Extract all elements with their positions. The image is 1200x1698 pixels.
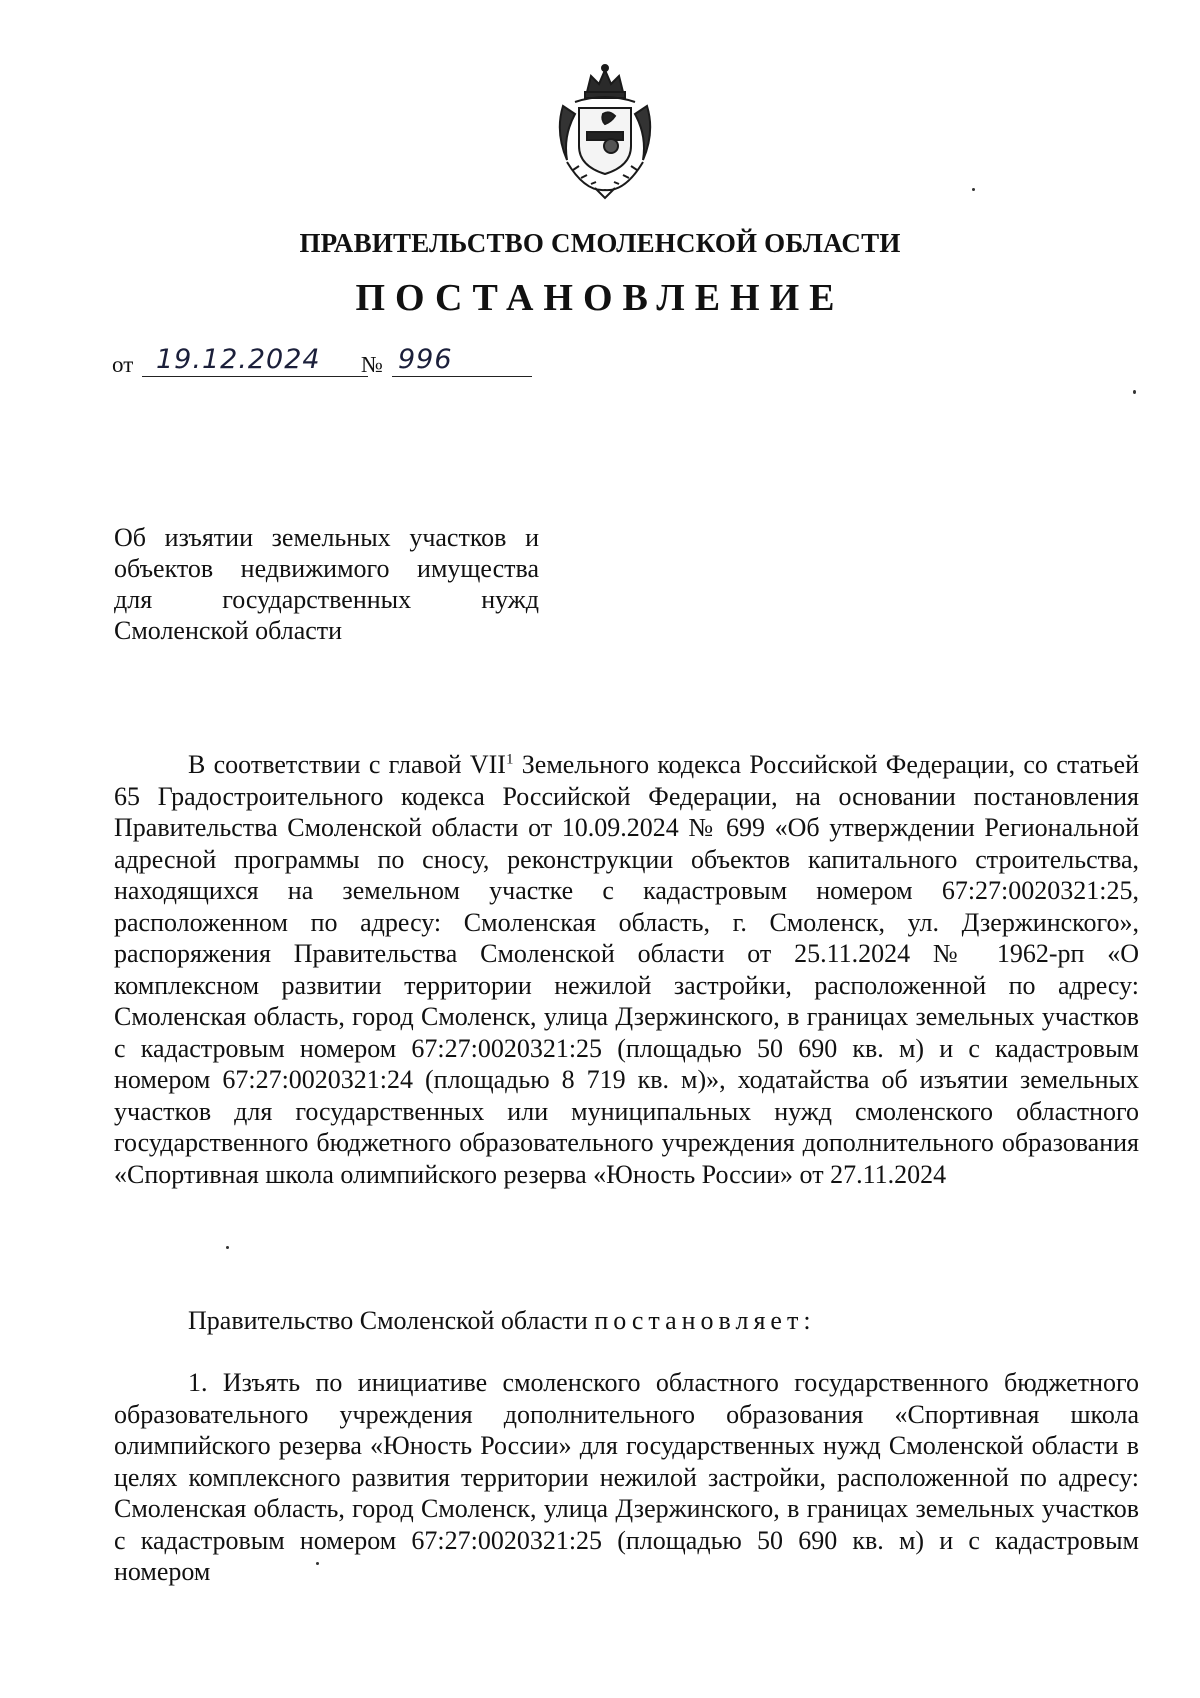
subject-line: Об изъятии земельных участков и: [114, 523, 539, 552]
number-label: №: [361, 352, 383, 377]
clause-1-paragraph: 1. Изъять по инициативе смоленского областного государственного бюджетного образовательного учреждения дополнительного образования «Спортивная школа олимпийского резерва «Юность России» для государственных нужд Смоленской области в целях комплексного развития территории нежилой застройки, расположенной по адресу: Смоленская область, город Смоленск, улица Дзержинского, в границах земельных участков с кадастровым номером 67:27:0020321:25 (площадью 50 690 кв. м) и с кадастровым номером: [114, 1368, 1139, 1586]
scan-speck: [972, 188, 975, 191]
resolution-intro: [114, 1305, 1139, 1337]
scan-speck: [1133, 390, 1136, 394]
preamble-text-rest: Земельного кодекса Российской Федерации, со статьей 65 Градостроительного кодекса Российской Федерации, на основании постановления Правительства Смоленской области от 10.09.2024 № 699 «Об утверждении Региональной адресной программы по сносу, реконструкции объектов капитального строительства, находящихся на земельном участке с кадастровым номером 67:27:0020321:25, расположенном по адресу: Смоленская область, г. Смоленск, ул. Дзержинского», распоряжения Правительства Смоленской области от 25.11.2024 № 1962-рп «О комплексном развитии территории нежилой застройки, расположенной по адресу: Смоленская область, город Смоленск, улица Дзержинского, в границах земельных участков с кадастровым номером 67:27:0020321:25 (площадью 50 690 кв. м) и с кадастровым номером 67:27:0020321:24 (площадью 8 719 кв. м)», ходатайства об изъятии земельных участков для государственных или муниципальных нужд смоленского областного государственного бюджетного образовательного учреждения дополнительного образования «Спортивная школа олимпийского резерва «Юность России» от 27.11.2024: [114, 750, 1139, 1189]
number-value: 996: [398, 344, 453, 375]
date-underline: [142, 376, 368, 377]
smolensk-coat-of-arms-icon: [545, 62, 665, 202]
resolution-subject: Правительство Смоленской области: [188, 1306, 588, 1335]
government-title: ПРАВИТЕЛЬСТВО СМОЛЕНСКОЙ ОБЛАСТИ: [299, 228, 901, 258]
chapter-superscript: 1: [505, 751, 514, 768]
scan-speck: [226, 1246, 229, 1249]
date-label: от: [112, 352, 134, 377]
resolution-verb: постановляет:: [594, 1306, 816, 1335]
subject-line: для государственных нужд: [114, 585, 539, 614]
subject-line: объектов недвижимого имущества: [114, 554, 539, 583]
preamble-text-start: В соответствии с главой VII: [188, 750, 506, 779]
document-subject: [114, 522, 539, 646]
date-value: 19.12.2024: [156, 344, 321, 375]
date-number-line: [112, 344, 532, 384]
preamble-paragraph: [114, 749, 1139, 1190]
number-underline: [392, 376, 532, 377]
document-type-title: ПОСТАНОВЛЕНИЕ: [355, 277, 845, 319]
scan-speck: [316, 1562, 319, 1565]
subject-line: Смоленской области: [114, 616, 343, 645]
